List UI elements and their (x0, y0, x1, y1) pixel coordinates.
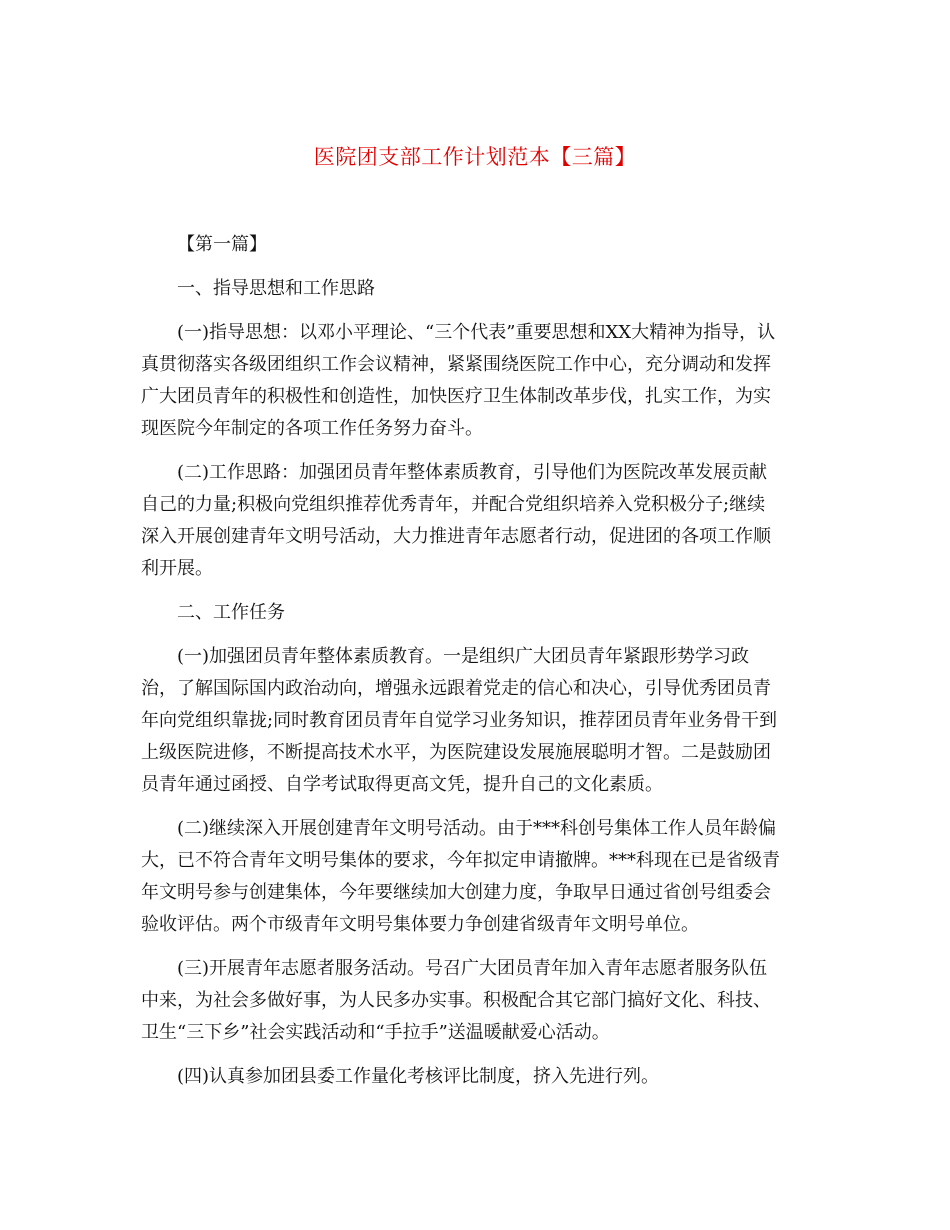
text-line: (四)认真参加团县委工作量化考核评比制度，挤入先进行列。 (177, 1066, 660, 1087)
text-line: 广大团员青年的积极性和创造性，加快医疗卫生体制改革步伐，扎实工作，为实 (141, 386, 771, 407)
text-line: 卫生“三下乡”社会实践活动和“手拉手”送温暖献爱心活动。 (141, 1022, 610, 1043)
text-line: 深入开展创建青年文明号活动，大力推进青年志愿者行动，促进团的各项工作顺 (141, 526, 771, 547)
paragraph (141, 813, 806, 941)
text-line: 年文明号参与创建集体，今年要继续加大创建力度，争取早日通过省创号组委会 (141, 882, 771, 903)
paragraph (141, 641, 806, 801)
text-line: (三)开展青年志愿者服务活动。号召广大团员青年加入青年志愿者服务队伍 (177, 958, 768, 979)
text-line: 大，已不符合青年文明号集体的要求，今年拟定申请撤牌。***科现在已是省级青 (141, 850, 780, 871)
section-heading (141, 273, 806, 305)
text-line: 真贯彻落实各级团组织工作会议精神，紧紧围绕医院工作中心，充分调动和发挥 (141, 354, 771, 375)
text-line: (一)加强团员青年整体素质教育。一是组织广大团员青年紧跟形势学习政 (177, 646, 750, 667)
text-line: 一、指导思想和工作思路 (177, 278, 375, 299)
paragraph-gap (141, 801, 806, 813)
text-line: (一)指导思想：以邓小平理论、“三个代表”重要思想和XX大精神为指导，认 (177, 322, 776, 343)
text-line: 【第一篇】 (177, 234, 267, 255)
text-line: 现医院今年制定的各项工作任务努力奋斗。 (141, 418, 483, 439)
text-line: 年向党组织靠拢;同时教育团员青年自觉学习业务知识，推荐团员青年业务骨干到 (141, 710, 778, 731)
paragraph (141, 457, 806, 585)
text-line: 上级医院进修，不断提高技术水平，为医院建设发展施展聪明才智。二是鼓励团 (141, 742, 771, 763)
paragraph-gap (141, 1049, 806, 1061)
text-line: 中来，为社会多做好事，为人民多办实事。积极配合其它部门搞好文化、科技、 (141, 990, 771, 1011)
paragraph-gap (141, 629, 806, 641)
section-heading (141, 229, 806, 261)
text-line: (二)工作思路：加强团员青年整体素质教育，引导他们为医院改革发展贡献 (177, 462, 768, 483)
paragraph (141, 317, 806, 445)
text-line: 利开展。 (141, 558, 213, 579)
document-body (141, 229, 806, 1093)
section-heading (141, 597, 806, 629)
paragraph-gap (141, 261, 806, 273)
paragraph (141, 1061, 806, 1093)
paragraph-gap (141, 305, 806, 317)
text-line: 验收评估。两个市级青年文明号集体要力争创建省级青年文明号单位。 (141, 914, 699, 935)
text-line: 员青年通过函授、自学考试取得更高文凭，提升自己的文化素质。 (141, 774, 663, 795)
text-line: 自己的力量;积极向党组织推荐优秀青年，并配合党组织培养入党积极分子;继续 (141, 494, 766, 515)
paragraph-gap (141, 941, 806, 953)
document-title: 医院团支部工作计划范本【三篇】 (313, 145, 637, 169)
text-line: (二)继续深入开展创建青年文明号活动。由于***科创号集体工作人员年龄偏 (177, 818, 777, 839)
text-line: 二、工作任务 (177, 602, 285, 623)
paragraph-gap (141, 585, 806, 597)
paragraph-gap (141, 445, 806, 457)
paragraph (141, 953, 806, 1049)
text-line: 治，了解国际国内政治动向，增强永远跟着党走的信心和决心，引导优秀团员青 (141, 678, 771, 699)
